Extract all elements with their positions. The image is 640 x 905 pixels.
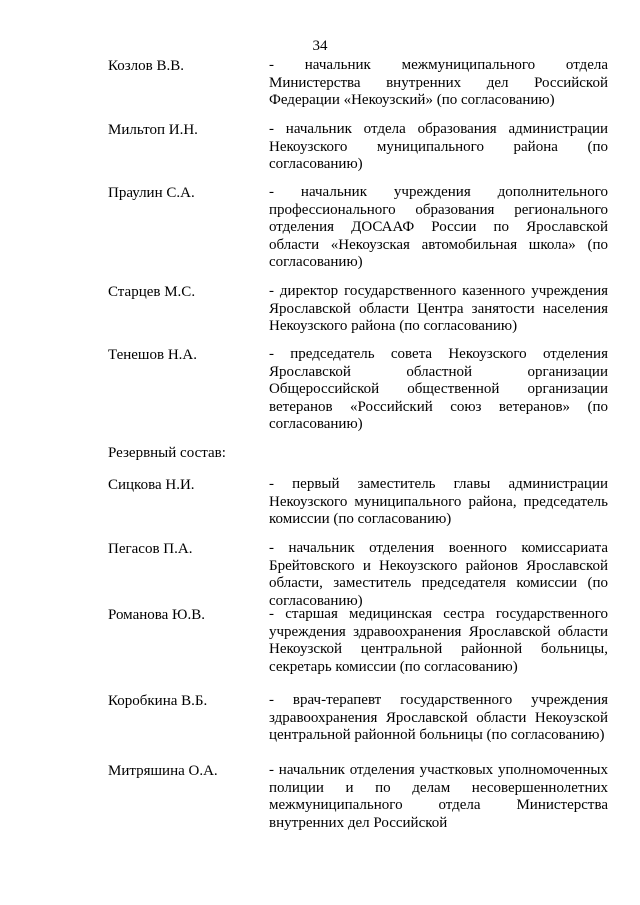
member-role: - начальник отделения военного комиссариата Брейтовского и Некоузского районов Ярославской области, заместитель председателя комиссии (по согласованию) <box>269 540 608 609</box>
member-role: - председатель совета Некоузского отделения Ярославской областной организации Общероссийской общественной организации ветеранов «Российский союз ветеранов» (по согласованию) <box>269 346 608 433</box>
member-name: Праулин С.А. <box>108 185 195 201</box>
member-name: Мильтоп И.Н. <box>108 122 198 138</box>
member-role: - начальник отдела образования администрации Некоузского муниципального района (по согласованию) <box>269 121 608 173</box>
member-name: Романова Ю.В. <box>108 607 205 623</box>
member-name: Пегасов П.А. <box>108 541 193 557</box>
member-role: - начальник учреждения дополнительного профессионального образования регионального отделения ДОСААФ России по Ярославской области «Некоузская автомобильная школа» (по согласованию) <box>269 184 608 271</box>
member-name: Митряшина О.А. <box>108 763 218 779</box>
reserve-section-title: Резервный состав: <box>108 445 226 461</box>
member-name: Козлов В.В. <box>108 58 185 74</box>
member-role: - врач-терапевт государственного учреждения здравоохранения Ярославской области Некоузской центральной районной больницы (по согласованию) <box>269 692 608 744</box>
member-role: - директор государственного казенного учреждения Ярославской области Центра занятости населения Некоузского района (по согласованию) <box>269 283 608 335</box>
member-role: - старшая медицинская сестра государственного учреждения здравоохранения Ярославской области Некоузской центральной районной больницы, секретарь комиссии (по согласованию) <box>269 606 608 675</box>
member-name: Старцев М.С. <box>108 284 196 300</box>
member-name: Тенешов Н.А. <box>108 347 197 363</box>
member-role: - первый заместитель главы администрации Некоузского муниципального района, председатель комиссии (по согласованию) <box>269 476 608 528</box>
member-name: Коробкина В.Б. <box>108 693 208 709</box>
member-role: - начальник отделения участковых уполномоченных полиции и по делам несовершеннолетних межмуниципального отдела Министерства внутренних дел Российской <box>269 762 608 831</box>
member-name: Сицкова Н.И. <box>108 477 195 493</box>
member-role: - начальник межмуниципального отдела Министерства внутренних дел Российской Федерации «Некоузский» (по согласованию) <box>269 57 608 109</box>
page-number: 34 <box>312 38 328 54</box>
